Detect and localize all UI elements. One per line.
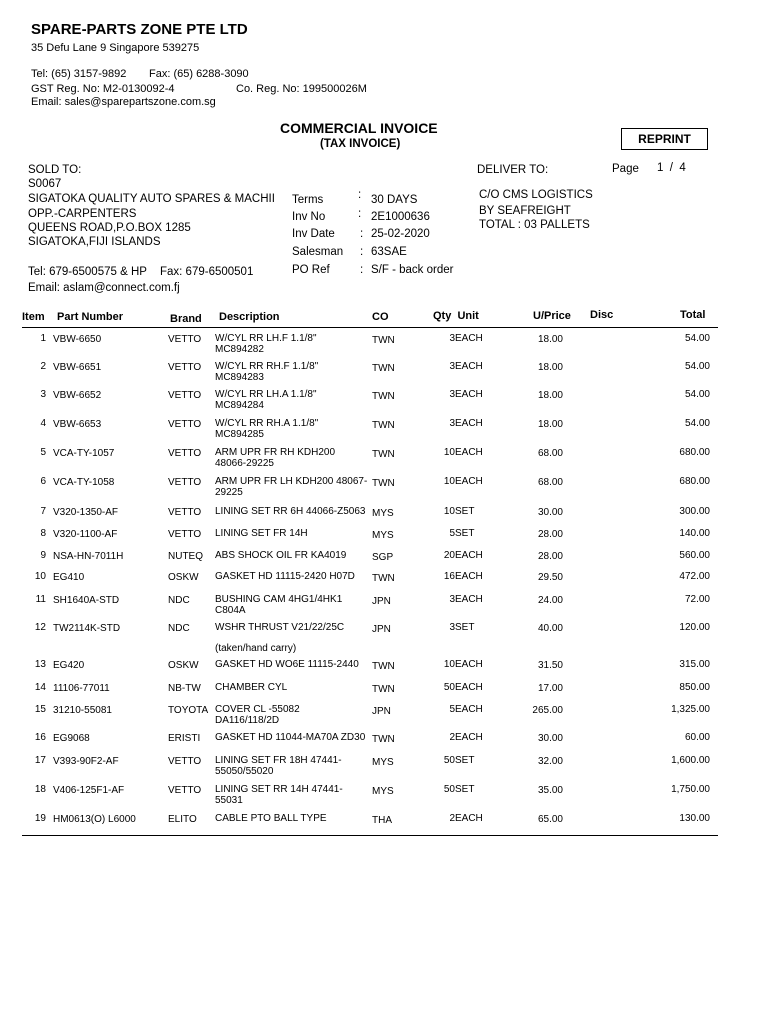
row-part-number: V320-1100-AF: [53, 529, 118, 540]
page-label: Page: [612, 163, 639, 175]
company-tel: Tel: (65) 3157-9892: [31, 68, 127, 80]
row-unit: EACH: [455, 550, 483, 561]
row-unit: EACH: [455, 813, 483, 824]
row-total: 680.00: [679, 476, 710, 487]
row-item-no: 18: [34, 784, 46, 795]
header-disc: Disc: [590, 309, 614, 321]
row-unit: EACH: [455, 659, 483, 670]
row-total: 72.00: [684, 594, 710, 605]
row-qty: 10: [443, 476, 455, 487]
row-brand: VETTO: [168, 477, 202, 488]
salesman-value: 63SAE: [371, 246, 407, 258]
row-qty: 10: [443, 659, 455, 670]
invno-value: 2E1000636: [371, 211, 430, 223]
row-qty: 50: [443, 755, 455, 766]
sold-to-line3: SIGATOKA,FIJI ISLANDS: [28, 236, 161, 248]
row-total: 560.00: [679, 550, 710, 561]
row-country: TWN: [372, 661, 395, 672]
row-total: 850.00: [679, 682, 710, 693]
row-brand: ELITO: [168, 814, 197, 825]
row-part-number: VCA-TY-1058: [53, 477, 115, 488]
row-description: GASKET HD WO6E 11115-2440: [215, 659, 359, 670]
table-row: [0, 418, 768, 448]
row-part-number: VBW-6650: [53, 334, 102, 345]
row-item-no: 7: [40, 506, 46, 517]
row-part-number: EG410: [53, 572, 85, 583]
row-total: 60.00: [684, 732, 710, 743]
row-item-no: 19: [34, 813, 46, 824]
header-part-number: Part Number: [57, 311, 124, 323]
row-unit-price: 17.00: [537, 683, 563, 694]
row-total: 1,600.00: [671, 755, 710, 766]
row-unit: EACH: [455, 447, 483, 458]
poref-value: S/F - back order: [371, 264, 454, 276]
row-unit-price: 35.00: [537, 785, 563, 796]
header-co: CO: [372, 311, 389, 323]
terms-value: 30 DAYS: [371, 194, 418, 206]
row-part-number: VBW-6651: [53, 362, 102, 373]
row-unit: EACH: [455, 732, 483, 743]
reprint-badge: REPRINT: [621, 128, 708, 150]
row-country: MYS: [372, 757, 394, 768]
row-country: TWN: [372, 478, 395, 489]
row-description: GASKET HD 11115-2420 H07D: [215, 571, 355, 582]
row-country: TWN: [372, 684, 395, 695]
company-name: SPARE-PARTS ZONE PTE LTD: [31, 21, 248, 38]
row-part-number: TW2114K-STD: [53, 623, 121, 634]
row-brand: OSKW: [168, 660, 199, 671]
row-unit-price: 28.00: [537, 551, 563, 562]
row-country: MYS: [372, 786, 394, 797]
row-item-no: 10: [34, 571, 46, 582]
row-item-no: 11: [35, 594, 46, 605]
row-item-no: 12: [34, 622, 46, 633]
header-brand: Brand: [170, 313, 202, 325]
row-brand: VETTO: [168, 362, 202, 373]
company-gst: GST Reg. No: M2-0130092-4: [31, 83, 175, 95]
row-description: LINING SET RR 14H 47441- 55031: [215, 784, 343, 806]
row-country: TWN: [372, 335, 395, 346]
row-qty: 50: [443, 784, 455, 795]
sold-to-name: SIGATOKA QUALITY AUTO SPARES & MACHII: [28, 193, 275, 205]
table-row: [0, 813, 768, 843]
table-row: [0, 447, 768, 477]
row-part-number: EG9068: [53, 733, 90, 744]
row-part-number: V393-90F2-AF: [53, 756, 119, 767]
row-unit-price: 65.00: [537, 814, 563, 825]
row-unit-price: 24.00: [537, 595, 563, 606]
row-country: SGP: [372, 552, 394, 563]
row-total: 120.00: [679, 622, 710, 633]
row-brand: VETTO: [168, 419, 202, 430]
row-description: COVER CL -55082 DA116/118/2D: [215, 704, 300, 726]
table-row: [0, 704, 768, 734]
row-brand: NDC: [168, 623, 190, 634]
row-part-number: NSA-HN-7011H: [53, 551, 124, 562]
row-unit-price: 29.50: [537, 572, 563, 583]
row-unit: EACH: [455, 361, 483, 372]
sold-to-line1: OPP.-CARPENTERS: [28, 208, 137, 220]
row-item-no: 2: [40, 361, 46, 372]
header-total: Total: [680, 309, 706, 321]
row-unit: SET: [455, 784, 475, 795]
row-unit-price: 265.00: [532, 705, 563, 716]
company-address: 35 Defu Lane 9 Singapore 539275: [31, 42, 200, 54]
invdate-label: Inv Date: [292, 228, 335, 240]
row-brand: VETTO: [168, 334, 202, 345]
row-qty: 2: [449, 813, 455, 824]
row-qty: 3: [449, 361, 455, 372]
row-unit: EACH: [455, 389, 483, 400]
row-country: MYS: [372, 530, 394, 541]
row-qty: 50: [443, 682, 455, 693]
row-total: 472.00: [679, 571, 710, 582]
header-rule: [22, 327, 718, 328]
invdate-colon: :: [360, 228, 364, 240]
row-brand: NDC: [168, 595, 190, 606]
row-unit-price: 32.00: [537, 756, 563, 767]
sold-to-label: SOLD TO:: [28, 164, 82, 176]
terms-label: Terms: [292, 194, 324, 206]
row-total: 54.00: [684, 333, 710, 344]
row-total: 130.00: [679, 813, 710, 824]
row-total: 140.00: [679, 528, 710, 539]
row-brand: TOYOTA: [168, 705, 209, 716]
row-qty: 3: [449, 594, 455, 605]
row-description: WSHR THRUST V21/22/25C: [215, 622, 345, 633]
row-brand: VETTO: [168, 756, 202, 767]
row-description: CHAMBER CYL: [215, 682, 288, 693]
row-unit: SET: [455, 622, 475, 633]
row-part-number: EG420: [53, 660, 85, 671]
row-part-number: VCA-TY-1057: [53, 448, 115, 459]
row-qty: 5: [449, 528, 455, 539]
sold-to-line2: QUEENS ROAD,P.O.BOX 1285: [28, 222, 191, 234]
row-country: TWN: [372, 573, 395, 584]
invoice-subtitle: (TAX INVOICE): [320, 138, 401, 150]
row-description: GASKET HD 11044-MA70A ZD30: [215, 732, 366, 743]
row-total: 54.00: [684, 389, 710, 400]
row-total: 1,750.00: [671, 784, 710, 795]
row-item-no: 9: [40, 550, 46, 561]
table-row: [0, 476, 768, 506]
row-item-no: 15: [34, 704, 46, 715]
row-total: 300.00: [679, 506, 710, 517]
row-brand: VETTO: [168, 448, 202, 459]
row-item-no: 5: [40, 447, 46, 458]
row-item-no: 13: [34, 659, 46, 670]
row-country: TWN: [372, 734, 395, 745]
row-description: ARM UPR FR LH KDH200 48067- 29225: [215, 476, 368, 498]
row-unit-price: 30.00: [537, 507, 563, 518]
row-qty: 3: [449, 418, 455, 429]
row-unit: EACH: [455, 594, 483, 605]
page-number: 1 / 4: [657, 162, 686, 174]
row-item-no: 1: [40, 333, 46, 344]
row-part-number: V406-125F1-AF: [53, 785, 125, 796]
row-total: 54.00: [684, 418, 710, 429]
row-brand: VETTO: [168, 529, 202, 540]
row-unit: SET: [455, 755, 475, 766]
row-unit-price: 18.00: [537, 419, 563, 430]
sold-to-tel: Tel: 679-6500575 & HP: [28, 266, 147, 278]
row-qty: 2: [449, 732, 455, 743]
row-description: LINING SET FR 18H 47441- 55050/55020: [215, 755, 342, 777]
company-email: Email: sales@sparepartszone.com.sg: [31, 96, 216, 108]
table-row: [0, 755, 768, 785]
row-qty: 3: [449, 622, 455, 633]
row-description: CABLE PTO BALL TYPE: [215, 813, 327, 824]
company-coreg: Co. Reg. No: 199500026M: [236, 83, 367, 95]
row-unit-price: 40.00: [537, 623, 563, 634]
row-unit: EACH: [455, 333, 483, 344]
row-unit: EACH: [455, 418, 483, 429]
row-country: TWN: [372, 391, 395, 402]
row-unit-price: 18.00: [537, 362, 563, 373]
row-brand: VETTO: [168, 390, 202, 401]
row-country: THA: [372, 815, 392, 826]
invoice-title: COMMERCIAL INVOICE: [280, 120, 438, 136]
sold-to-code: S0067: [28, 178, 62, 190]
row-description: LINING SET RR 6H 44066-Z5063: [215, 506, 366, 517]
row-unit-price: 68.00: [537, 477, 563, 488]
row-unit-price: 28.00: [537, 529, 563, 540]
row-total: 680.00: [679, 447, 710, 458]
row-qty: 3: [449, 333, 455, 344]
row-brand: OSKW: [168, 572, 199, 583]
row-country: MYS: [372, 508, 394, 519]
row-description: BUSHING CAM 4HG1/4HK1 C804A: [215, 594, 343, 616]
row-description: W/CYL RR RH.A 1.1/8" MC894285: [215, 418, 319, 440]
row-unit: EACH: [455, 704, 483, 715]
row-unit: EACH: [455, 571, 483, 582]
row-unit-price: 30.00: [537, 733, 563, 744]
invno-label: Inv No: [292, 211, 326, 223]
row-brand: ERISTI: [168, 733, 201, 744]
row-country: JPN: [372, 706, 391, 717]
row-part-number: 11106-77011: [53, 683, 110, 694]
poref-label: PO Ref: [292, 264, 330, 276]
row-qty: 10: [443, 506, 455, 517]
row-qty: 20: [443, 550, 455, 561]
row-unit: SET: [455, 528, 475, 539]
row-country: JPN: [372, 596, 391, 607]
row-unit-price: 18.00: [537, 334, 563, 345]
row-part-number: 31210-55081: [53, 705, 112, 716]
row-qty: 3: [449, 389, 455, 400]
salesman-label: Salesman: [292, 246, 344, 258]
row-total: 1,325.00: [671, 704, 710, 715]
row-part-number: VBW-6652: [53, 390, 102, 401]
row-item-no: 17: [34, 755, 46, 766]
row-country: TWN: [372, 363, 395, 374]
terms-colon: :: [358, 189, 362, 201]
row-country: TWN: [372, 420, 395, 431]
deliver-to-line3: TOTAL : 03 PALLETS: [479, 219, 590, 231]
table-row: [0, 389, 768, 419]
row-part-number: HM0613(O) L6000: [53, 814, 136, 825]
row-item-no: 3: [40, 389, 46, 400]
invno-colon: :: [358, 208, 362, 220]
row-brand: VETTO: [168, 507, 202, 518]
invdate-value: 25-02-2020: [371, 228, 430, 240]
row-brand: VETTO: [168, 785, 202, 796]
row-brand: NB-TW: [168, 683, 201, 694]
row-item-no: 16: [34, 732, 46, 743]
row-note: (taken/hand carry): [215, 643, 297, 654]
row-part-number: VBW-6653: [53, 419, 102, 430]
header-qty-unit: Qty Unit: [433, 310, 479, 322]
sold-to-email: Email: aslam@connect.com.fj: [28, 282, 180, 294]
row-part-number: V320-1350-AF: [53, 507, 119, 518]
header-price: U/Price: [533, 310, 571, 322]
table-row: [0, 361, 768, 391]
deliver-to-line2: BY SEAFREIGHT: [479, 205, 571, 217]
company-fax: Fax: (65) 6288-3090: [149, 68, 249, 80]
salesman-colon: :: [360, 246, 364, 258]
row-country: TWN: [372, 449, 395, 460]
row-item-no: 4: [40, 418, 46, 429]
row-unit-price: 18.00: [537, 390, 563, 401]
row-qty: 5: [449, 704, 455, 715]
row-part-number: SH1640A-STD: [53, 595, 120, 606]
header-description: Description: [219, 311, 280, 323]
row-country: JPN: [372, 624, 391, 635]
row-unit: EACH: [455, 682, 483, 693]
header-item: Item: [22, 311, 45, 323]
row-unit-price: 68.00: [537, 448, 563, 459]
sold-to-fax: Fax: 679-6500501: [160, 266, 254, 278]
deliver-to-line1: C/O CMS LOGISTICS: [479, 189, 593, 201]
row-item-no: 6: [40, 476, 46, 487]
table-row: [0, 622, 768, 652]
row-unit: EACH: [455, 476, 483, 487]
row-description: W/CYL RR LH.A 1.1/8" MC894284: [215, 389, 317, 411]
row-description: ABS SHOCK OIL FR KA4019: [215, 550, 347, 561]
poref-colon: :: [360, 264, 364, 276]
row-description: LINING SET FR 14H: [215, 528, 308, 539]
row-item-no: 14: [34, 682, 46, 693]
bottom-rule: [22, 835, 718, 836]
row-unit: SET: [455, 506, 475, 517]
table-row: [0, 784, 768, 814]
row-total: 315.00: [679, 659, 710, 670]
row-description: W/CYL RR RH.F 1.1/8" MC894283: [215, 361, 319, 383]
row-unit-price: 31.50: [537, 660, 563, 671]
table-row: [0, 594, 768, 624]
deliver-to-label: DELIVER TO:: [477, 164, 549, 176]
row-total: 54.00: [684, 361, 710, 372]
row-description: ARM UPR FR RH KDH200 48066-29225: [215, 447, 336, 469]
row-item-no: 8: [40, 528, 46, 539]
row-qty: 10: [443, 447, 455, 458]
row-qty: 16: [443, 571, 455, 582]
row-description: W/CYL RR LH.F 1.1/8" MC894282: [215, 333, 317, 355]
table-row: [0, 333, 768, 363]
row-brand: NUTEQ: [168, 551, 203, 562]
